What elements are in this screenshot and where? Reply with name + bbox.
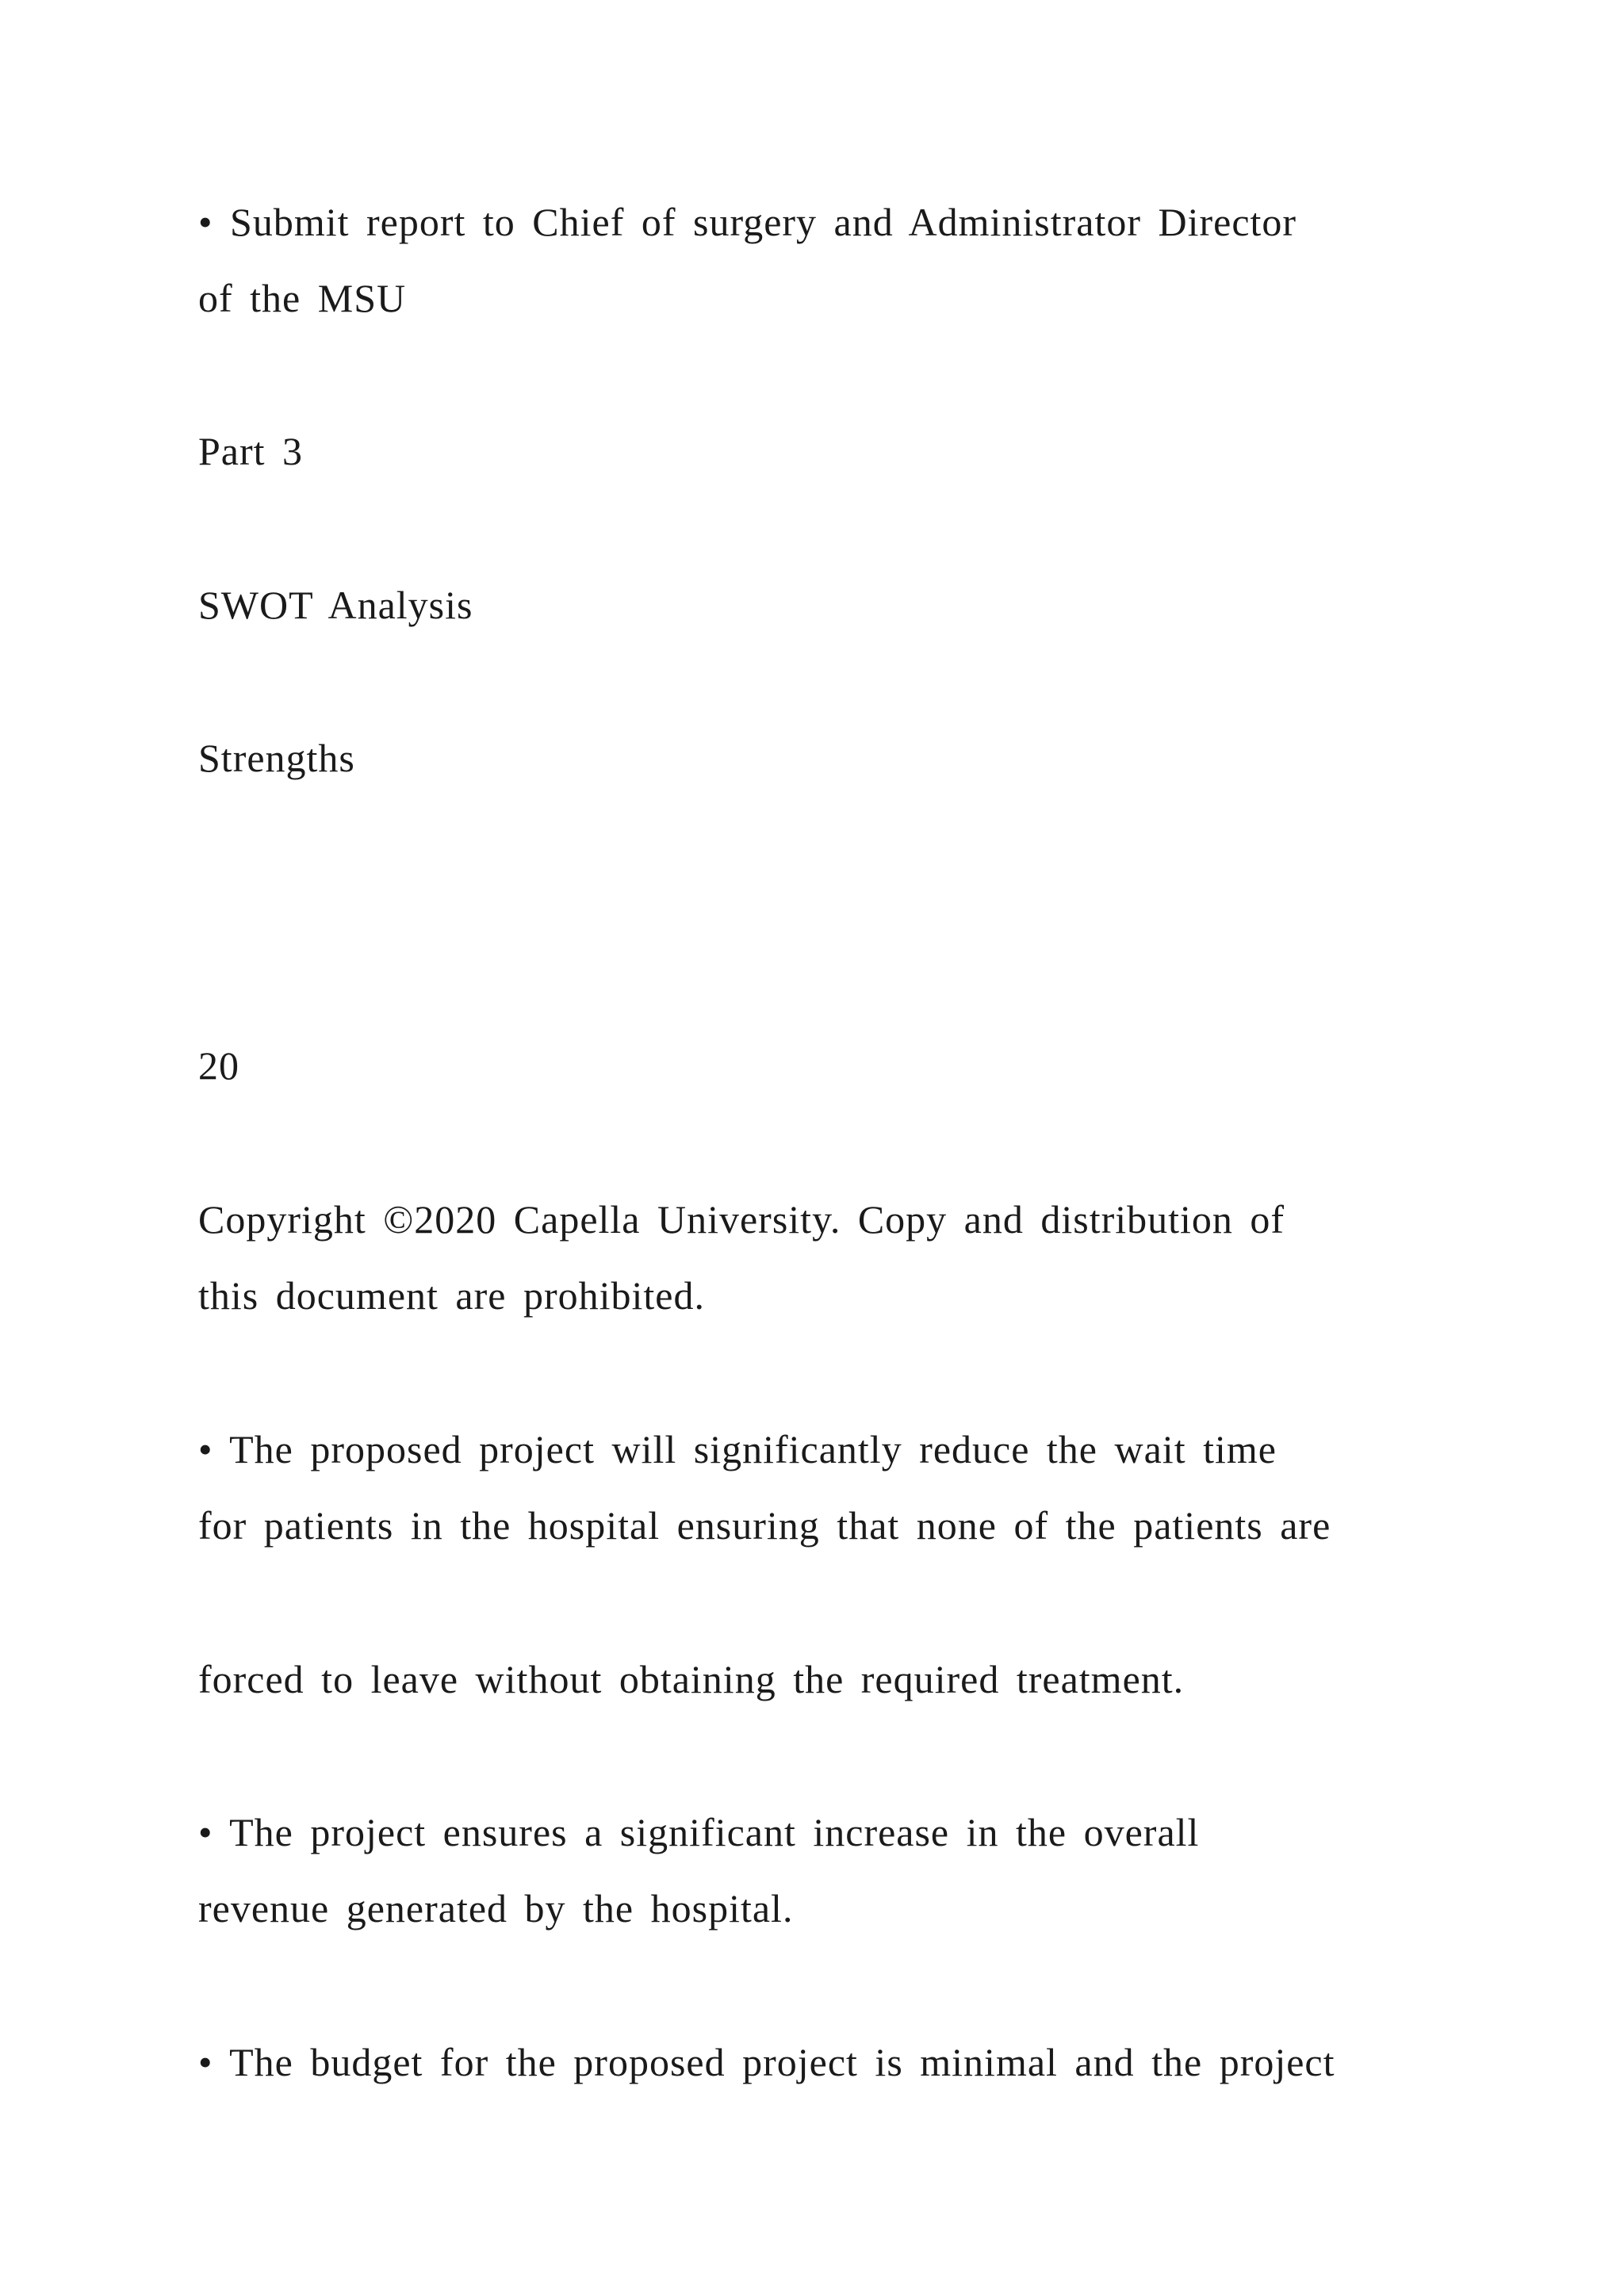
strength-bullet-3-line-1: • The budget for the proposed project is minimal and the project [198, 2040, 1335, 2084]
strength-bullet-2-line-1: • The project ensures a significant increase in the overall [198, 1810, 1200, 1854]
strengths-heading: Strengths [198, 736, 355, 780]
strength-bullet-2-line-2: revenue generated by the hospital. [198, 1886, 794, 1931]
bullet-submit-report-line-1: • Submit report to Chief of surgery and Administrator Director [198, 200, 1297, 244]
strength-bullet-1-line-2: for patients in the hospital ensuring that none of the patients are [198, 1503, 1331, 1548]
strength-bullet-1-line-1: • The proposed project will significantly reduce the wait time [198, 1427, 1277, 1471]
bullet-submit-report-line-2: of the MSU [198, 276, 407, 320]
swot-heading: SWOT Analysis [198, 583, 473, 627]
strength-bullet-1-line-3: forced to leave without obtaining the required treatment. [198, 1657, 1185, 1701]
page-number: 20 [198, 1043, 239, 1088]
part-heading: Part 3 [198, 429, 304, 473]
copyright-line-1: Copyright ©2020 Capella University. Copy and distribution of [198, 1197, 1285, 1242]
copyright-line-2: this document are prohibited. [198, 1273, 705, 1318]
